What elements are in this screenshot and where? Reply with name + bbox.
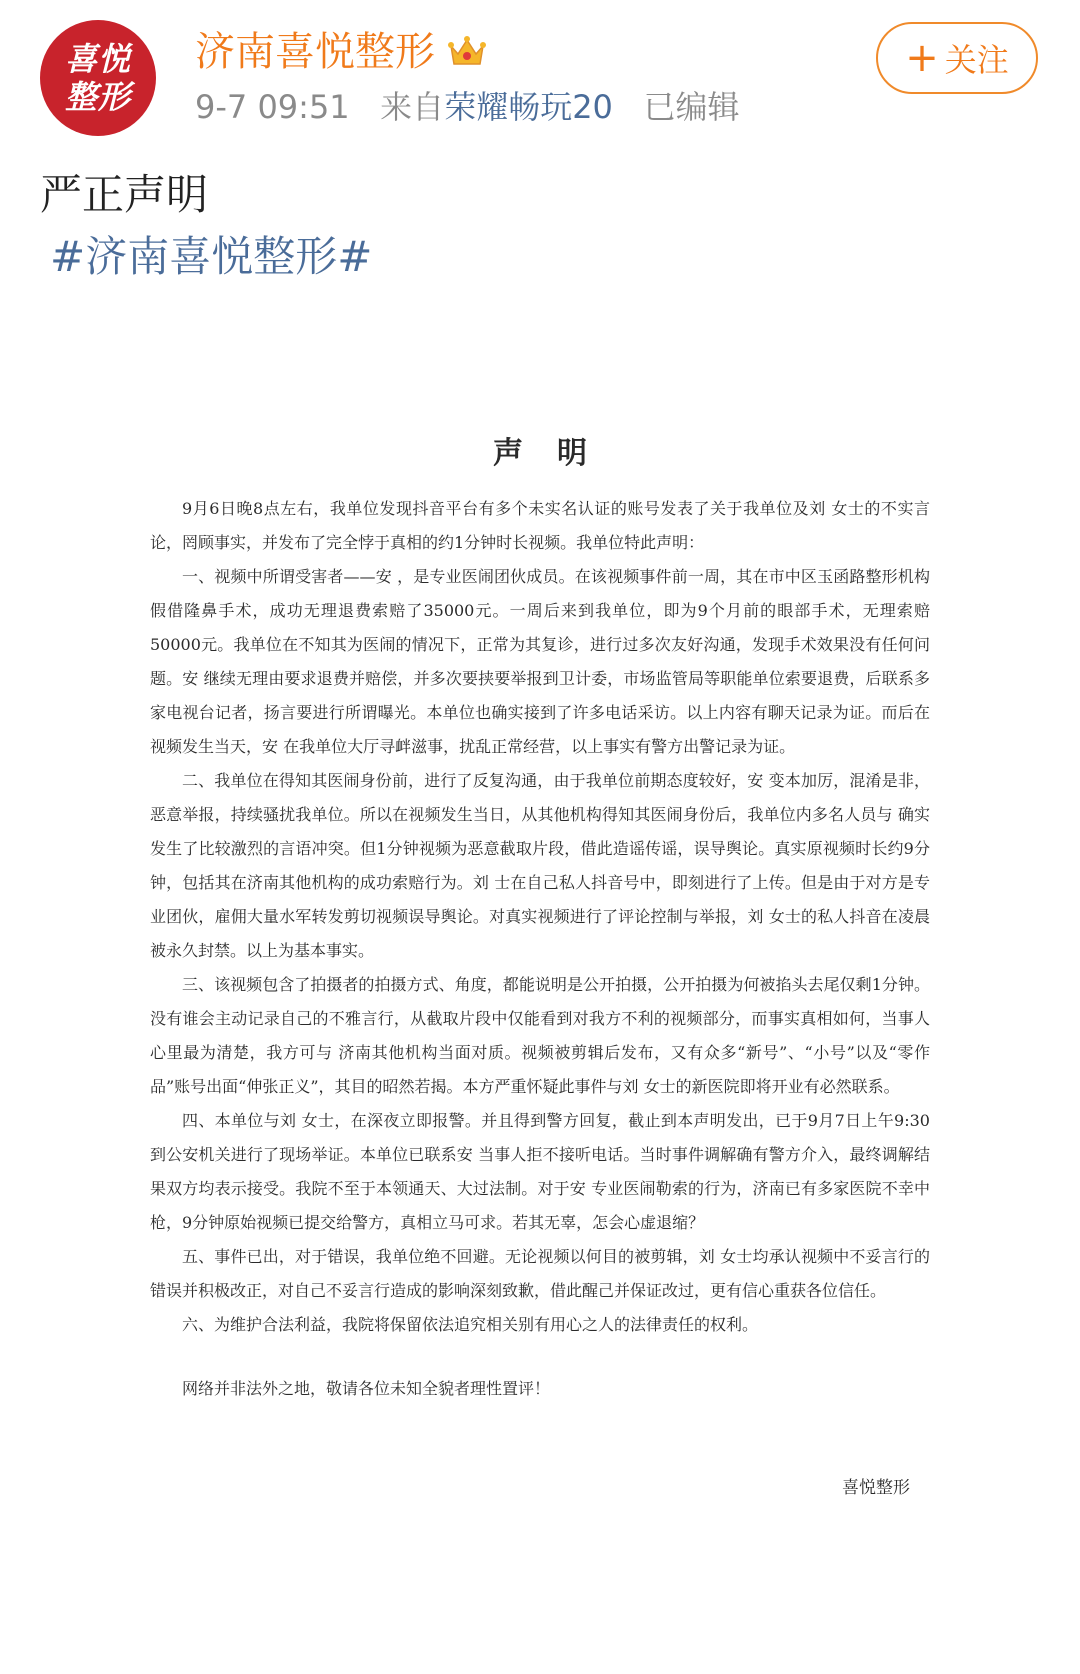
statement-signature: 喜悦整形 [842, 1478, 910, 1498]
statement-paragraph: 一、视频中所谓受害者——安 ，是专业医闹团伙成员。在该视频事件前一周，其在市中区玉函路整形机构假借隆鼻手术，成功无理退费索赔了35000元。一周后来到我单位，即为9个月前的眼部手术，无理索赔50000元。我单位在不知其为医闹的情况下，正常为其复诊，进行过多次友好沟通，发现手术效果没有任何问题。安 继续无理由要求退费并赔偿，并多次要挟要举报到卫计委，市场监管局等职能单位索要退费，后联系多家电视台记者，扬言要进行所谓曝光。本单位也确实接到了许多电话采访。以上内容有聊天记录为证。而后在视频发生当天，安 在我单位大厅寻衅滋事，扰乱正常经营，以上事实有警方出警记录为证。 [150, 567, 930, 756]
spacer [150, 1342, 930, 1372]
statement-paragraph: 五、事件已出，对于错误，我单位绝不回避。无论视频以何目的被剪辑，刘 女士均承认视频中不妥言行的错误并积极改正，对自己不妥言行造成的影响深刻致歉，借此醒己并保证改过，更有信心重获各位信任。 [150, 1247, 930, 1300]
post-header [0, 0, 1080, 140]
statement-paragraph: 二、我单位在得知其医闹身份前，进行了反复沟通，由于我单位前期态度较好，安 变本加厉，混淆是非，恶意举报，持续骚扰我单位。所以在视频发生当日，从其他机构得知其医闹身份后，我单位内多名人员与 确实发生了比较激烈的言语冲突。但1分钟视频为恶意截取片段，借此造谣传谣，误导舆论。真实原视频时长约9分钟，包括其在济南其他机构的成功索赔行为。刘 士在自己私人抖音号中，即刻进行了上传。但是由于对方是专业团伙，雇佣大量水军转发剪切视频误导舆论。对真实视频进行了评论控制与举报，刘 女士的私人抖音在凌晨被永久封禁。以上为基本事实。 [150, 771, 930, 960]
avatar[interactable] [40, 20, 156, 136]
statement-title: 声明 [493, 436, 621, 471]
statement-image[interactable] [150, 420, 930, 1620]
plus-icon: + [905, 35, 939, 81]
post-title: 严正声明 [40, 170, 209, 219]
crown-icon [447, 32, 487, 66]
statement-paragraph: 9月6日晚8点左右，我单位发现抖音平台有多个未实名认证的账号发表了关于我单位及刘 女士的不实言论，罔顾事实，并发布了完全悖于真相的约1分钟时长视频。我单位特此声明： [150, 499, 930, 552]
source-prefix: 来自 [380, 88, 445, 126]
statement-paragraph: 六、为维护合法利益，我院将保留依法追究相关别有用心之人的法律责任的权利。 [182, 1315, 759, 1334]
avatar-text-line2: 整形 [64, 78, 131, 116]
statement-paragraph: 四、本单位与刘 女士，在深夜立即报警。并且得到警方回复，截止到本声明发出，已于9月7日上午9:30到公安机关进行了现场举证。本单位已联系安 当事人拒不接听电话。当时事件调解确有警方介入，最终调解结果双方均表示接受。我院不至于本领通天、大过法制。对于安 专业医闹勒索的行为，济南已有多家医院不幸中枪，9分钟原始视频已提交给警方，真相立马可求。若其无辜，怎会心虚退缩？ [150, 1111, 930, 1232]
statement-paragraph: 三、该视频包含了拍摄者的拍摄方式、角度，都能说明是公开拍摄，公开拍摄为何被掐头去尾仅剩1分钟。没有谁会主动记录自己的不雅言行，从截取片段中仅能看到对我方不利的视频部分，而事实真相如何，当事人心里最为清楚，我方可与 济南其他机构当面对质。视频被剪辑后发布，又有众多“新号”、“小号”以及“零作品”账号出面“伸张正义”，其目的昭然若揭。本方严重怀疑此事件与刘 女士的新医院即将开业有必然联系。 [150, 975, 930, 1096]
follow-button[interactable] [876, 22, 1038, 94]
statement-closing: 网络并非法外之地，敬请各位未知全貌者理性置评！ [182, 1379, 551, 1398]
post-meta [195, 82, 739, 128]
source-link[interactable]: 荣耀畅玩20 [444, 88, 613, 126]
follow-label: 关注 [944, 41, 1009, 79]
user-name[interactable]: 济南喜悦整形 [195, 29, 435, 75]
user-name-row[interactable] [195, 20, 487, 77]
avatar-text-line1: 喜悦 [64, 40, 131, 78]
edited-label: 已编辑 [643, 88, 740, 126]
hashtag-link[interactable]: #济南喜悦整形# [50, 232, 373, 281]
post-time: 9-7 09:51 [195, 88, 350, 126]
